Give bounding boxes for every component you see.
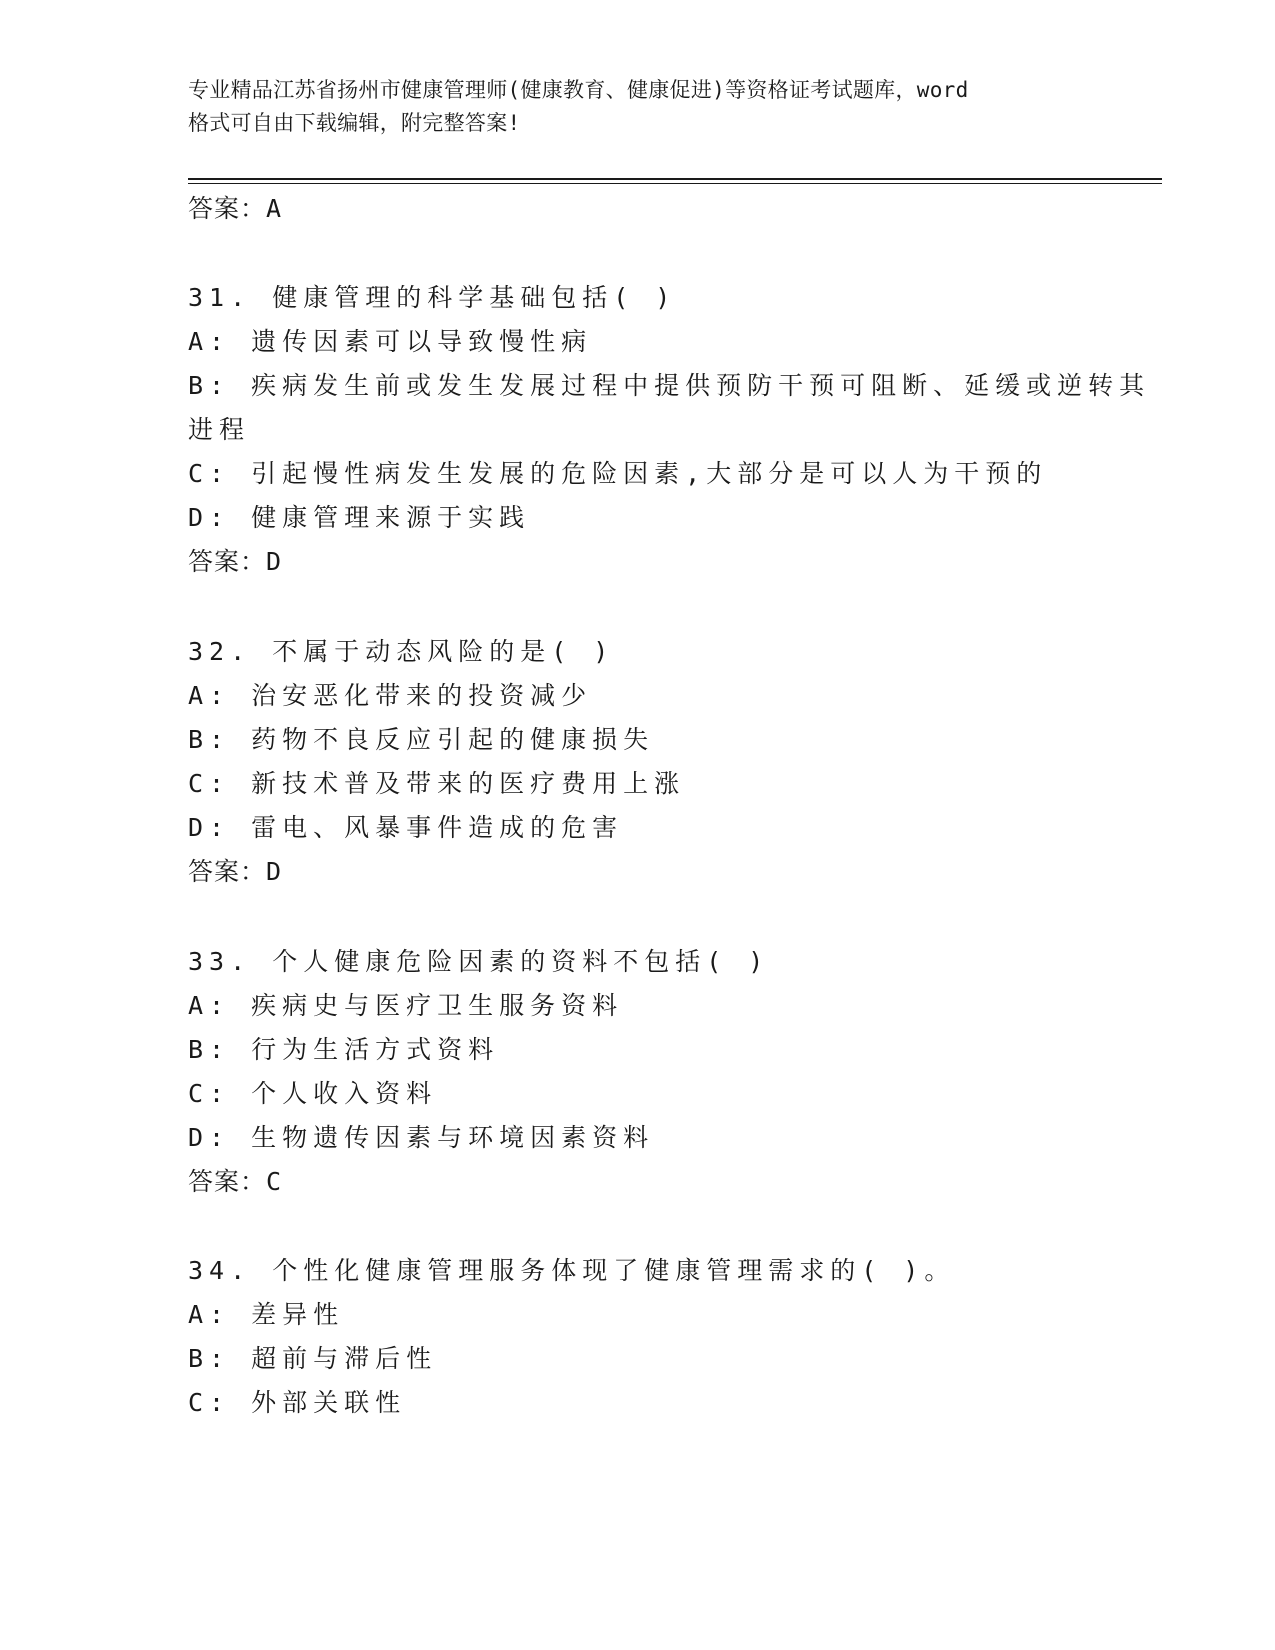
- question-32-option-d: D: 雷电、风暴事件造成的危害: [188, 813, 624, 842]
- question-33-option-c: C: 个人收入资料: [188, 1079, 438, 1108]
- question-32-option-a: A: 治安恶化带来的投资减少: [188, 681, 593, 710]
- question-31-option-d: D: 健康管理来源于实践: [188, 503, 531, 532]
- question-32-option-c: C: 新技术普及带来的医疗费用上涨: [188, 769, 686, 798]
- header-line-2: 格式可自由下载编辑，附完整答案!: [188, 111, 521, 135]
- question-32-answer: 答案：D: [188, 857, 283, 886]
- question-34-option-b: B: 超前与滞后性: [188, 1344, 438, 1373]
- question-31-option-a: A: 遗传因素可以导致慢性病: [188, 327, 593, 356]
- question-34-option-c: C: 外部关联性: [188, 1388, 407, 1417]
- question-31-option-b-continued: 进程: [188, 415, 251, 444]
- header-rule-thin: [188, 183, 1162, 184]
- question-32-option-b: B: 药物不良反应引起的健康损失: [188, 725, 655, 754]
- question-34-option-a: A: 差异性: [188, 1300, 345, 1329]
- question-33-option-d: D: 生物遗传因素与环境因素资料: [188, 1123, 655, 1152]
- question-31-option-c: C: 引起慢性病发生发展的危险因素,大部分是可以人为干预的: [188, 459, 1048, 488]
- question-31-option-b: B: 疾病发生前或发生发展过程中提供预防干预可阻断、延缓或逆转其: [188, 371, 1151, 400]
- question-32-stem: 32. 不属于动态风险的是( ): [188, 637, 615, 666]
- header-rule-thick: [188, 178, 1162, 180]
- header-line-1: 专业精品江苏省扬州市健康管理师(健康教育、健康促进)等资格证考试题库，word: [188, 78, 969, 102]
- question-31-stem: 31. 健康管理的科学基础包括( ): [188, 283, 677, 312]
- question-33-stem: 33. 个人健康危险因素的资料不包括( ): [188, 947, 770, 976]
- document-header: [188, 74, 1088, 140]
- question-33-answer: 答案：C: [188, 1167, 283, 1196]
- question-34-stem: 34. 个性化健康管理服务体现了健康管理需求的( )。: [188, 1256, 956, 1285]
- question-31-answer: 答案：D: [188, 547, 283, 576]
- question-33-option-b: B: 行为生活方式资料: [188, 1035, 500, 1064]
- previous-answer: 答案：A: [188, 194, 283, 223]
- question-33-option-a: A: 疾病史与医疗卫生服务资料: [188, 991, 624, 1020]
